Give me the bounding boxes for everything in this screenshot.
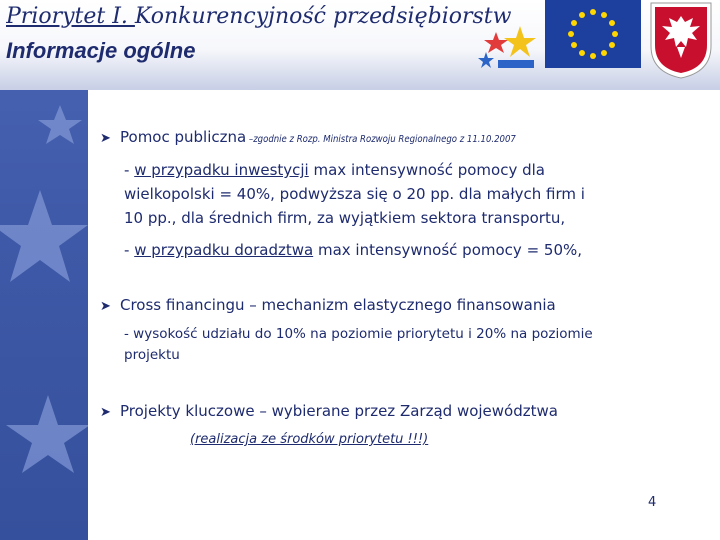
eu-flag-icon (545, 0, 641, 68)
consulting-paragraph (124, 238, 694, 262)
key-projects-note: (realizacja ze środków priorytetu !!!) (190, 432, 429, 447)
item-dash: - (124, 241, 135, 259)
bullet-note: –zgodnie z Rozp. Ministra Rozwoju Regionalnego z 11.10.2007 (246, 134, 516, 145)
consulting-rest: max intensywność pomocy = 50%, (313, 241, 583, 259)
arrow-bullet-icon: ➤ (100, 405, 111, 420)
investment-line1: max intensywność pomocy dla (308, 161, 545, 179)
slide-title (6, 4, 551, 29)
bullet-title: Pomoc publiczna (120, 128, 247, 146)
consulting-lead: w przypadku doradztwa (134, 241, 314, 259)
cross-line1: - wysokość udziału do 10% na poziomie priorytetu i 20% na poziomie (124, 326, 593, 342)
bullet-pomoc-publiczna (100, 128, 516, 146)
eagle-coat-of-arms-icon (648, 0, 714, 80)
item-dash: - (124, 161, 135, 179)
bullet-key-projects (100, 402, 558, 420)
slide-header (0, 0, 720, 90)
investment-paragraph (124, 158, 694, 230)
investment-line3: 10 pp., dla średnich firm, za wyjątkiem sektora transportu, (124, 209, 566, 227)
slide-subtitle: Informacje ogólne (6, 38, 196, 63)
title-prefix: Priorytet I. (6, 4, 135, 29)
cross-line2: projektu (124, 347, 180, 363)
arrow-bullet-icon: ➤ (100, 299, 111, 314)
page-number: 4 (648, 495, 657, 510)
star-logo-icon (478, 22, 538, 70)
cross-financing-paragraph (124, 324, 694, 366)
investment-lead: w przypadku inwestycji (134, 161, 309, 179)
arrow-bullet-icon: ➤ (100, 131, 111, 146)
title-rest: Konkurencyjność przedsiębiorstw (134, 4, 512, 29)
investment-line2: wielkopolski = 40%, podwyższa się o 20 pp. dla małych firm i (124, 185, 585, 203)
bullet-cross-financing (100, 296, 556, 314)
bullet-title: Projekty kluczowe – wybierane przez Zarząd województwa (120, 402, 558, 420)
bullet-title: Cross financingu – mechanizm elastycznego finansowania (120, 296, 556, 314)
